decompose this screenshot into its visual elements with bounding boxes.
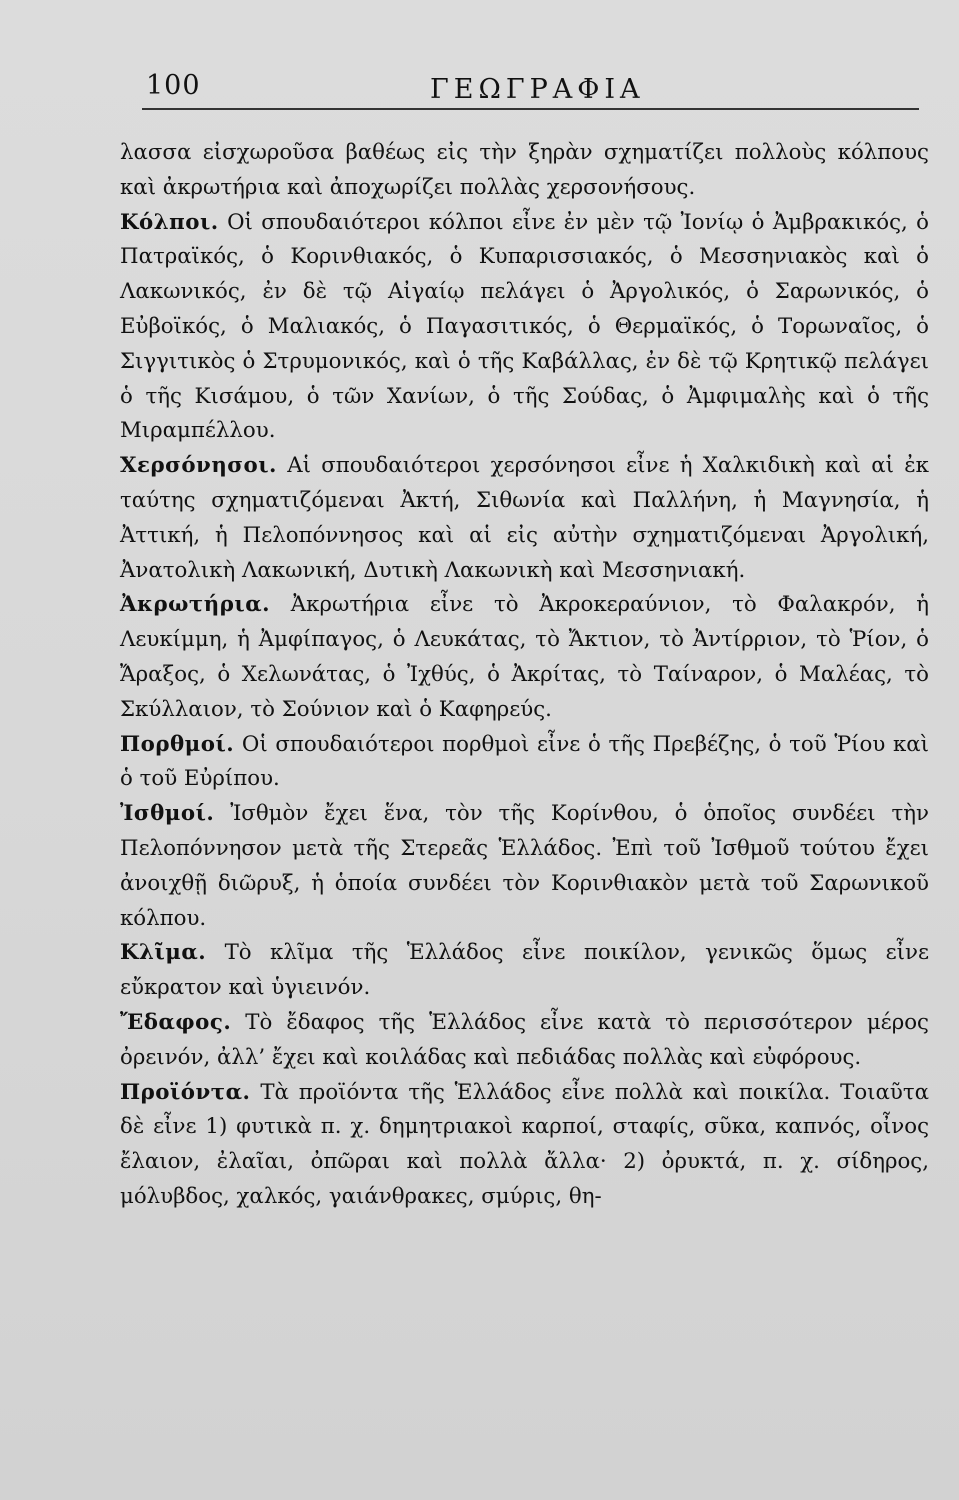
paragraph-straits xyxy=(120,728,929,798)
section-heading: Ἔδαφος. xyxy=(120,1009,232,1035)
paragraph-terrain xyxy=(120,1006,929,1076)
paragraph-continuation xyxy=(120,136,929,206)
paragraph-peninsulas xyxy=(120,449,929,588)
paragraph-text: Ἀκρωτήρια εἶνε τὸ Ἀκροκεραύνιον, τὸ Φαλακρόν, ἡ Λευκίμμη, ἡ Ἀμφίπαγος, ὁ Λευκάτας, τὸ Ἄκτιον, τὸ Ἀντίρριον, τὸ Ῥίον, ὁ Ἄραξος, ὁ Χελωνάτας, ὁ Ἰχθύς, ὁ Ἀκρίτας, τὸ Ταίναρον, ὁ Μαλέας, τὸ Σκύλλαιον, τὸ Σούνιον καὶ ὁ Καφηρεύς. xyxy=(120,592,929,722)
paragraph-text: Οἱ σπουδαιότεροι πορθμοὶ εἶνε ὁ τῆς Πρεβέζης, ὁ τοῦ Ῥίου καὶ ὁ τοῦ Εὐρίπου. xyxy=(120,731,929,792)
section-heading: Κόλποι. xyxy=(120,209,219,235)
page-header xyxy=(120,58,929,114)
section-heading: Κλῖμα. xyxy=(120,940,207,966)
paragraph-isthmuses xyxy=(120,797,929,936)
paragraph-text: Τὰ προϊόντα τῆς Ἑλλάδος εἶνε πολλὰ καὶ ποικίλα. Τοιαῦτα δὲ εἶνε 1) φυτικὰ π. χ. δημητριακοὶ καρποί, σταφίς, σῦκα, καπνός, οἶνος ἔλαιον, ἐλαῖαι, ὀπῶραι καὶ πολλὰ ἄλλα· 2) ὀρυκτά, π. χ. σίδηρος, μόλυβδος, χαλκός, γαιάνθρακες, σμύρις, θη- xyxy=(120,1079,929,1209)
paragraph-gulfs xyxy=(120,206,929,450)
paragraph-products xyxy=(120,1076,929,1215)
section-heading: Προϊόντα. xyxy=(120,1079,251,1105)
header-rule xyxy=(142,108,919,110)
paragraph-text: Οἱ σπουδαιότεροι κόλποι εἶνε ἐν μὲν τῷ Ἰονίῳ ὁ Ἀμβρακικός, ὁ Πατραϊκός, ὁ Κορινθιακός, ὁ Κυπαρισσιακός, ὁ Μεσσηνιακὸς καὶ ὁ Λακωνικός, ἐν δὲ τῷ Αἰγαίῳ πελάγει ὁ Ἀργολικός, ὁ Σαρωνικός, ὁ Εὐβοϊκός, ὁ Μαλιακός, ὁ Παγασιτικός, ὁ Θερμαϊκός, ὁ Τορωναῖος, ὁ Σιγγιτικὸς ὁ Στρυμονικός, καὶ ὁ τῆς Καβάλλας, ἐν δὲ τῷ Κρητικῷ πελάγει ὁ τῆς Κισάμου, ὁ τῶν Χανίων, ὁ τῆς Σούδας, ὁ Ἀμφιμαλὴς καὶ ὁ τῆς Μιραμπέλλου. xyxy=(120,209,929,444)
paragraph-text: Τὸ κλῖμα τῆς Ἑλλάδος εἶνε ποικίλον, γενικῶς ὅμως εἶνε εὔκρατον καὶ ὑγιεινόν. xyxy=(120,940,929,1001)
running-head: ΓΕΩΓΡΑΦΙΑ xyxy=(430,74,645,105)
paragraph-text: λασσα εἰσχωροῦσα βαθέως εἰς τὴν ξηρὰν σχηματίζει πολλοὺς κόλπους καὶ ἀκρωτήρια καὶ ἀποχωρίζει πολλὰς χερσονήσους. xyxy=(120,140,929,200)
page-body xyxy=(120,136,929,1215)
section-heading: Ἰσθμοί. xyxy=(120,801,215,827)
section-heading: Χερσόνησοι. xyxy=(120,453,277,479)
paragraph-climate xyxy=(120,936,929,1006)
page-number: 100 xyxy=(146,70,201,101)
section-heading: Ἀκρωτήρια. xyxy=(120,592,271,618)
section-heading: Πορθμοί. xyxy=(120,731,235,757)
paragraph-text: Τὸ ἔδαφος τῆς Ἑλλάδος εἶνε κατὰ τὸ περισσότερον μέρος ὀρεινόν, ἀλλ’ ἔχει καὶ κοιλάδας καὶ πεδιάδας πολλὰς καὶ εὐφόρους. xyxy=(120,1009,929,1070)
paragraph-capes xyxy=(120,588,929,727)
paragraph-text: Ἰσθμὸν ἔχει ἕνα, τὸν τῆς Κορίνθου, ὁ ὁποῖος συνδέει τὴν Πελοπόννησον μετὰ τῆς Στερεᾶς Ἑλλάδος. Ἐπὶ τοῦ Ἰσθμοῦ τούτου ἔχει ἀνοιχθῇ διῶρυξ, ἡ ὁποία συνδέει τὸν Κορινθιακὸν μετὰ τοῦ Σαρωνικοῦ κόλπου. xyxy=(120,801,929,931)
paragraph-text: Αἱ σπουδαιότεροι χερσόνησοι εἶνε ἡ Χαλκιδικὴ καὶ αἱ ἐκ ταύτης σχηματιζόμεναι Ἀκτή, Σιθωνία καὶ Παλλήνη, ἡ Μαγνησία, ἡ Ἀττική, ἡ Πελοπόννησος καὶ αἱ εἰς αὐτὴν σχηματιζόμεναι Ἀργολική, Ἀνατολικὴ Λακωνική, Δυτικὴ Λακωνικὴ καὶ Μεσσηνιακή. xyxy=(120,453,929,583)
